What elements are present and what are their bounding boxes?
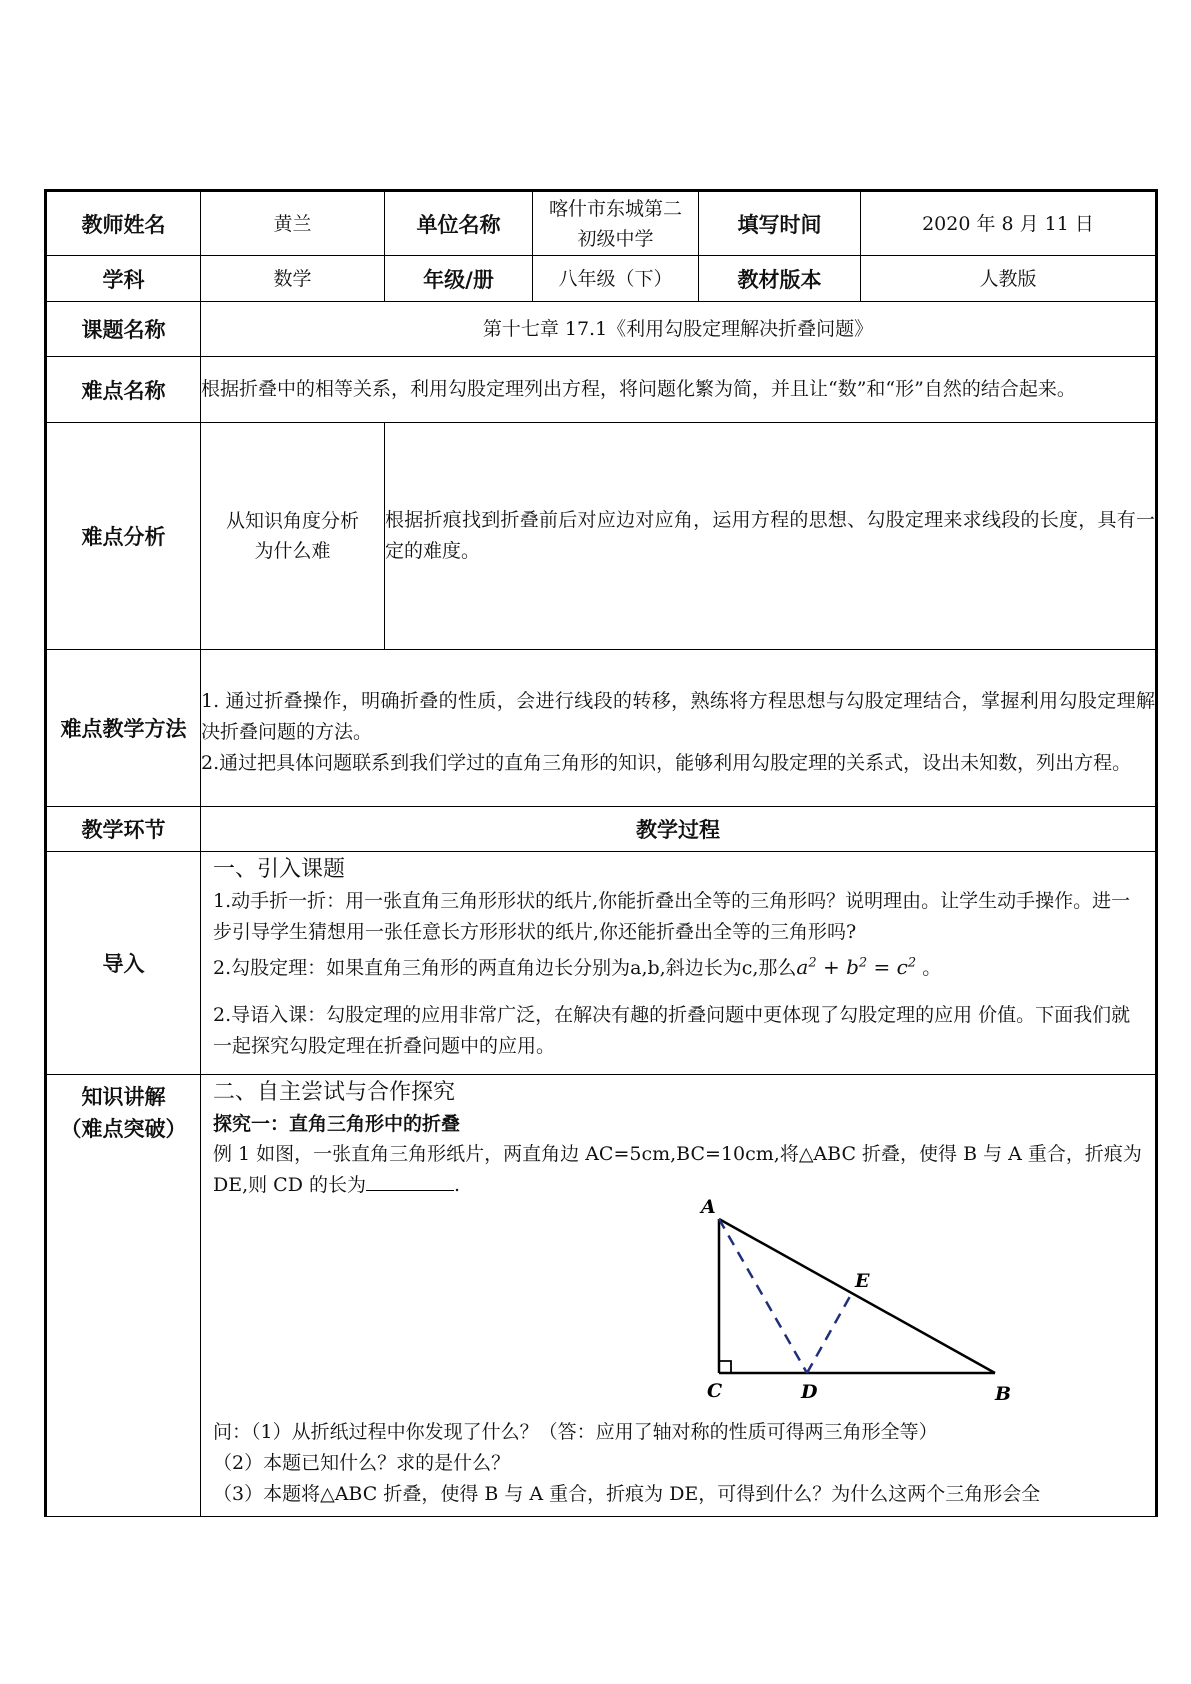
method-row	[46, 650, 1157, 807]
analysis-row	[46, 423, 1157, 650]
label-d: D	[801, 1381, 818, 1403]
question-3: （3）本题将△ABC 折叠，使得 B 与 A 重合，折痕为 DE，可得到什么？为什么这两个三角形会全	[213, 1483, 1041, 1505]
stage-label: 教学环节	[46, 807, 201, 852]
edition-label: 教材版本	[699, 256, 861, 302]
knowledge-row	[46, 1075, 1157, 1517]
subject-value: 数学	[201, 256, 385, 302]
figure-area	[213, 1201, 1143, 1417]
formula-a: a	[796, 955, 809, 979]
question-2: （2）本题已知什么？求的是什么？	[213, 1452, 511, 1474]
method-item-2: 2.通过把具体问题联系到我们学过的直角三角形的知识，能够利用勾股定理的关系式，设出未知数，列出方程。	[201, 751, 1132, 774]
difficulty-label: 难点名称	[46, 357, 201, 423]
difficulty-value: 根据折叠中的相等关系，利用勾股定理列出方程，将问题化繁为简，并且让“数”和“形”自然的结合起来。	[201, 357, 1157, 423]
formula-a-exp: 2	[808, 955, 817, 971]
fold-line-ad	[719, 1219, 807, 1373]
edition-value: 人教版	[861, 256, 1157, 302]
side-ab	[719, 1219, 995, 1373]
method-label: 难点教学方法	[46, 650, 201, 807]
analysis-sub-label-line2: 为什么难	[254, 540, 331, 562]
intro-content	[201, 852, 1157, 1075]
right-angle-mark	[719, 1361, 731, 1373]
formula-c: c	[896, 955, 908, 979]
teacher-name-value: 黄兰	[201, 191, 385, 256]
pythagorean-end: 。	[916, 957, 942, 979]
knowledge-label-line2: （难点突破）	[60, 1117, 187, 1141]
process-label: 教学过程	[201, 807, 1157, 852]
knowledge-label	[46, 1075, 201, 1517]
grade-label: 年级/册	[385, 256, 533, 302]
topic-label: 课题名称	[46, 302, 201, 357]
method-item-1: 1. 通过折叠操作，明确折叠的性质，会进行线段的转移，熟练将方程思想与勾股定理结合，掌握利用勾股定理解决折叠问题的方法。	[201, 689, 1155, 743]
process-header-row	[46, 807, 1157, 852]
triangle-figure	[677, 1199, 1037, 1415]
knowledge-heading: 二、自主尝试与合作探究	[213, 1080, 456, 1105]
teacher-name-label: 教师姓名	[46, 191, 201, 256]
intro-paragraph-1: 1.动手折一折：用一张直角三角形形状的纸片,你能折叠出全等的三角形吗？说明理由。让学生动手操作。进一步引导学生猜想用一张任意长方形形状的纸片,你还能折叠出全等的三角形吗?	[213, 890, 1131, 943]
knowledge-content	[201, 1075, 1157, 1517]
analysis-sub-label-line1: 从知识角度分析	[225, 510, 359, 532]
topic-row	[46, 302, 1157, 357]
fold-line-de	[807, 1291, 853, 1373]
intro-label: 导入	[46, 852, 201, 1075]
knowledge-label-line1: 知识讲解	[81, 1085, 166, 1109]
intro-paragraph-2	[213, 952, 1143, 984]
unit-name-line1: 喀什市东城第二	[548, 197, 682, 220]
formula-b: b	[846, 955, 859, 979]
formula-c-exp: 2	[907, 955, 917, 971]
label-e: E	[855, 1270, 870, 1292]
question-1: 问：（1）从折纸过程中你发现了什么？（答：应用了轴对称的性质可得两三角形全等）	[213, 1421, 938, 1443]
label-b: B	[995, 1383, 1012, 1405]
formula-b-exp: 2	[858, 955, 868, 971]
label-c: C	[707, 1380, 723, 1402]
example-1	[213, 1139, 1143, 1201]
fill-date-value: 2020 年 8 月 11 日	[861, 191, 1157, 256]
pythagorean-formula	[796, 955, 916, 979]
analysis-value: 根据折痕找到折叠前后对应边对应角，运用方程的思想、勾股定理来求线段的长度，具有一定的难度。	[385, 423, 1157, 650]
formula-plus: +	[816, 955, 847, 979]
formula-equals: =	[867, 955, 897, 979]
pythagorean-text: 2.勾股定理：如果直角三角形的两直角边长分别为a,b,斜边长为c,那么	[213, 957, 797, 979]
grade-value: 八年级（下）	[533, 256, 699, 302]
analysis-sub-label	[201, 423, 385, 650]
label-a: A	[701, 1199, 716, 1218]
topic-value: 第十七章 17.1《利用勾股定理解决折叠问题》	[201, 302, 1157, 357]
method-value	[201, 650, 1157, 807]
header-row-2	[46, 256, 1157, 302]
example-1-text: 例 1 如图，一张直角三角形纸片，两直角边 AC=5cm,BC=10cm,将△ABC 折叠，使得 B 与 A 重合，折痕为DE,则 CD 的长为	[213, 1143, 1142, 1196]
lesson-plan-table	[44, 189, 1158, 1517]
unit-name-value	[533, 191, 699, 256]
unit-name-line2: 初级中学	[577, 227, 654, 250]
explore-one-heading: 探究一：直角三角形中的折叠	[213, 1113, 461, 1135]
fill-date-label: 填写时间	[699, 191, 861, 256]
unit-name-label: 单位名称	[385, 191, 533, 256]
header-row-1	[46, 191, 1157, 256]
intro-row	[46, 852, 1157, 1075]
analysis-label: 难点分析	[46, 423, 201, 650]
subject-label: 学科	[46, 256, 201, 302]
answer-blank	[366, 1170, 454, 1191]
intro-heading: 一、引入课题	[213, 857, 346, 882]
intro-paragraph-3: 2.导语入课：勾股定理的应用非常广泛，在解决有趣的折叠问题中更体现了勾股定理的应用 价值。下面我们就一起探究勾股定理在折叠问题中的应用。	[213, 1004, 1131, 1057]
example-1-end: .	[454, 1174, 461, 1196]
difficulty-row	[46, 357, 1157, 423]
